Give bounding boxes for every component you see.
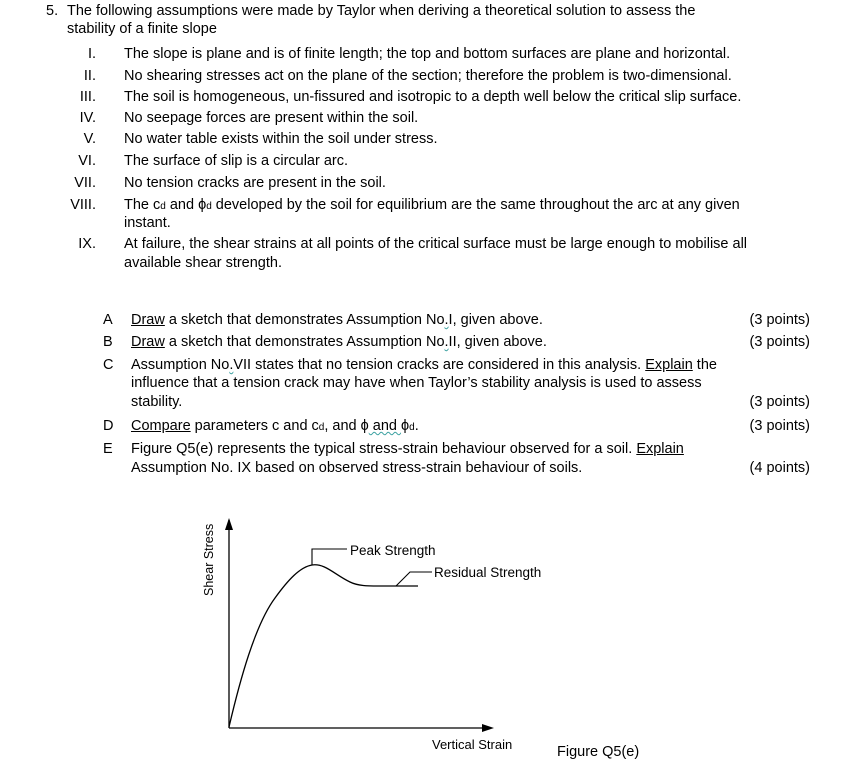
- part-text-c-line-2: influence that a tension crack may have when Taylor’s stability analysis is used to assess: [131, 375, 702, 391]
- assumption-8-and: and: [165, 197, 199, 213]
- assumption-numeral-7: VII.: [74, 175, 96, 191]
- part-c-post: the: [692, 357, 717, 373]
- assumption-numeral-5: V.: [83, 131, 96, 147]
- assumption-text-5: No water table exists within the soil under stress.: [124, 131, 438, 147]
- x-axis-arrow: [482, 724, 494, 732]
- part-c-pre: Assumption No: [131, 357, 230, 373]
- part-d-t3: .: [414, 418, 419, 434]
- part-letter-e: E: [103, 441, 113, 457]
- part-c-mid: VII states that no tension cracks are considered in this analysis.: [233, 357, 646, 373]
- y-axis-label: Shear Stress: [202, 523, 216, 596]
- phi-symbol: ϕ: [360, 418, 369, 434]
- c-symbol: c: [153, 197, 161, 213]
- part-letter-a: A: [103, 312, 113, 328]
- residual-strength-leader: [396, 572, 432, 586]
- x-axis-label: Vertical Strain: [432, 737, 513, 752]
- phi-symbol: ϕ: [198, 197, 207, 213]
- part-d-t1: parameters c and c: [190, 418, 319, 434]
- residual-strength-label: Residual Strength: [434, 565, 542, 580]
- part-b-rest: a sketch that demonstrates Assumption No: [164, 334, 445, 350]
- assumption-text-2: No shearing stresses act on the plane of the section; therefore the problem is two-dimensional.: [124, 68, 732, 84]
- part-c-squiggle: .: [229, 357, 234, 373]
- part-d-and-squiggle: and: [368, 418, 402, 434]
- part-text-c-line-3: stability.: [131, 394, 183, 410]
- compare-keyword: Compare: [131, 418, 191, 434]
- part-points-c: (3 points): [749, 394, 810, 410]
- explain-keyword: Explain: [636, 441, 684, 457]
- question-number: 5.: [46, 3, 59, 19]
- assumption-text-6: The surface of slip is a circular arc.: [124, 153, 349, 169]
- assumption-text-9-line-1: At failure, the shear strains at all points of the critical surface must be large enough to mobilise all: [124, 236, 748, 252]
- assumption-numeral-9: IX.: [78, 236, 96, 252]
- subscript-d: d: [409, 422, 415, 433]
- assumption-8-text-b: developed by the soil for equilibrium are the same throughout the arc at any given: [211, 197, 740, 213]
- stress-strain-curve: [229, 565, 418, 727]
- draw-keyword: Draw: [131, 334, 165, 350]
- assumption-text-3: The soil is homogeneous, un-fissured and isotropic to a depth well below the critical slip surface.: [124, 89, 742, 105]
- part-points-e: (4 points): [749, 460, 810, 476]
- part-points-b: (3 points): [749, 334, 810, 350]
- part-e-pre: Figure Q5(e) represents the typical stress-strain behaviour observed for a soil.: [131, 441, 637, 457]
- peak-strength-leader: [312, 549, 347, 565]
- part-a-rest: a sketch that demonstrates Assumption No: [164, 312, 445, 328]
- explain-keyword: Explain: [645, 357, 693, 373]
- part-letter-c: C: [103, 357, 114, 373]
- y-axis-arrow: [225, 518, 233, 530]
- part-b-tail: II, given above.: [448, 334, 547, 350]
- part-a-tail: I, given above.: [448, 312, 543, 328]
- part-a-squiggle: .: [444, 312, 449, 328]
- assumption-numeral-4: IV.: [79, 110, 96, 126]
- assumption-numeral-8: VIII.: [70, 197, 96, 213]
- assumption-numeral-2: II.: [83, 68, 96, 84]
- assumption-text-8-line-2: instant.: [124, 215, 171, 231]
- assumption-text-7: No tension cracks are present in the soil.: [124, 175, 386, 191]
- part-letter-d: D: [103, 418, 114, 434]
- peak-strength-label: Peak Strength: [350, 543, 436, 558]
- assumption-text-9-line-2: available shear strength.: [124, 255, 282, 271]
- question-intro-line-2: stability of a finite slope: [67, 21, 217, 37]
- figure-caption: Figure Q5(e): [557, 744, 640, 760]
- subscript-d: d: [318, 422, 325, 433]
- assumption-numeral-6: VI.: [78, 153, 96, 169]
- assumption-8-text-a: The: [124, 197, 154, 213]
- subscript-d: d: [160, 201, 166, 212]
- part-letter-b: B: [103, 334, 113, 350]
- part-b-squiggle: .: [444, 334, 449, 350]
- part-d-t2: , and: [324, 418, 361, 434]
- draw-keyword: Draw: [131, 312, 165, 328]
- subscript-d: d: [206, 201, 212, 212]
- assumption-text-1: The slope is plane and is of finite length; the top and bottom surfaces are plane and horizontal.: [124, 46, 731, 62]
- part-points-a: (3 points): [749, 312, 810, 328]
- assumption-numeral-3: III.: [79, 89, 96, 105]
- assumption-text-4: No seepage forces are present within the soil.: [124, 110, 419, 126]
- phi-symbol: ϕ: [401, 418, 410, 434]
- question-intro-line-1: The following assumptions were made by Taylor when deriving a theoretical solution to assess the: [67, 3, 696, 19]
- assumption-numeral-1: I.: [87, 46, 96, 62]
- part-text-e-line-2: Assumption No. IX based on observed stress-strain behaviour of soils.: [131, 460, 583, 476]
- part-points-d: (3 points): [749, 418, 810, 434]
